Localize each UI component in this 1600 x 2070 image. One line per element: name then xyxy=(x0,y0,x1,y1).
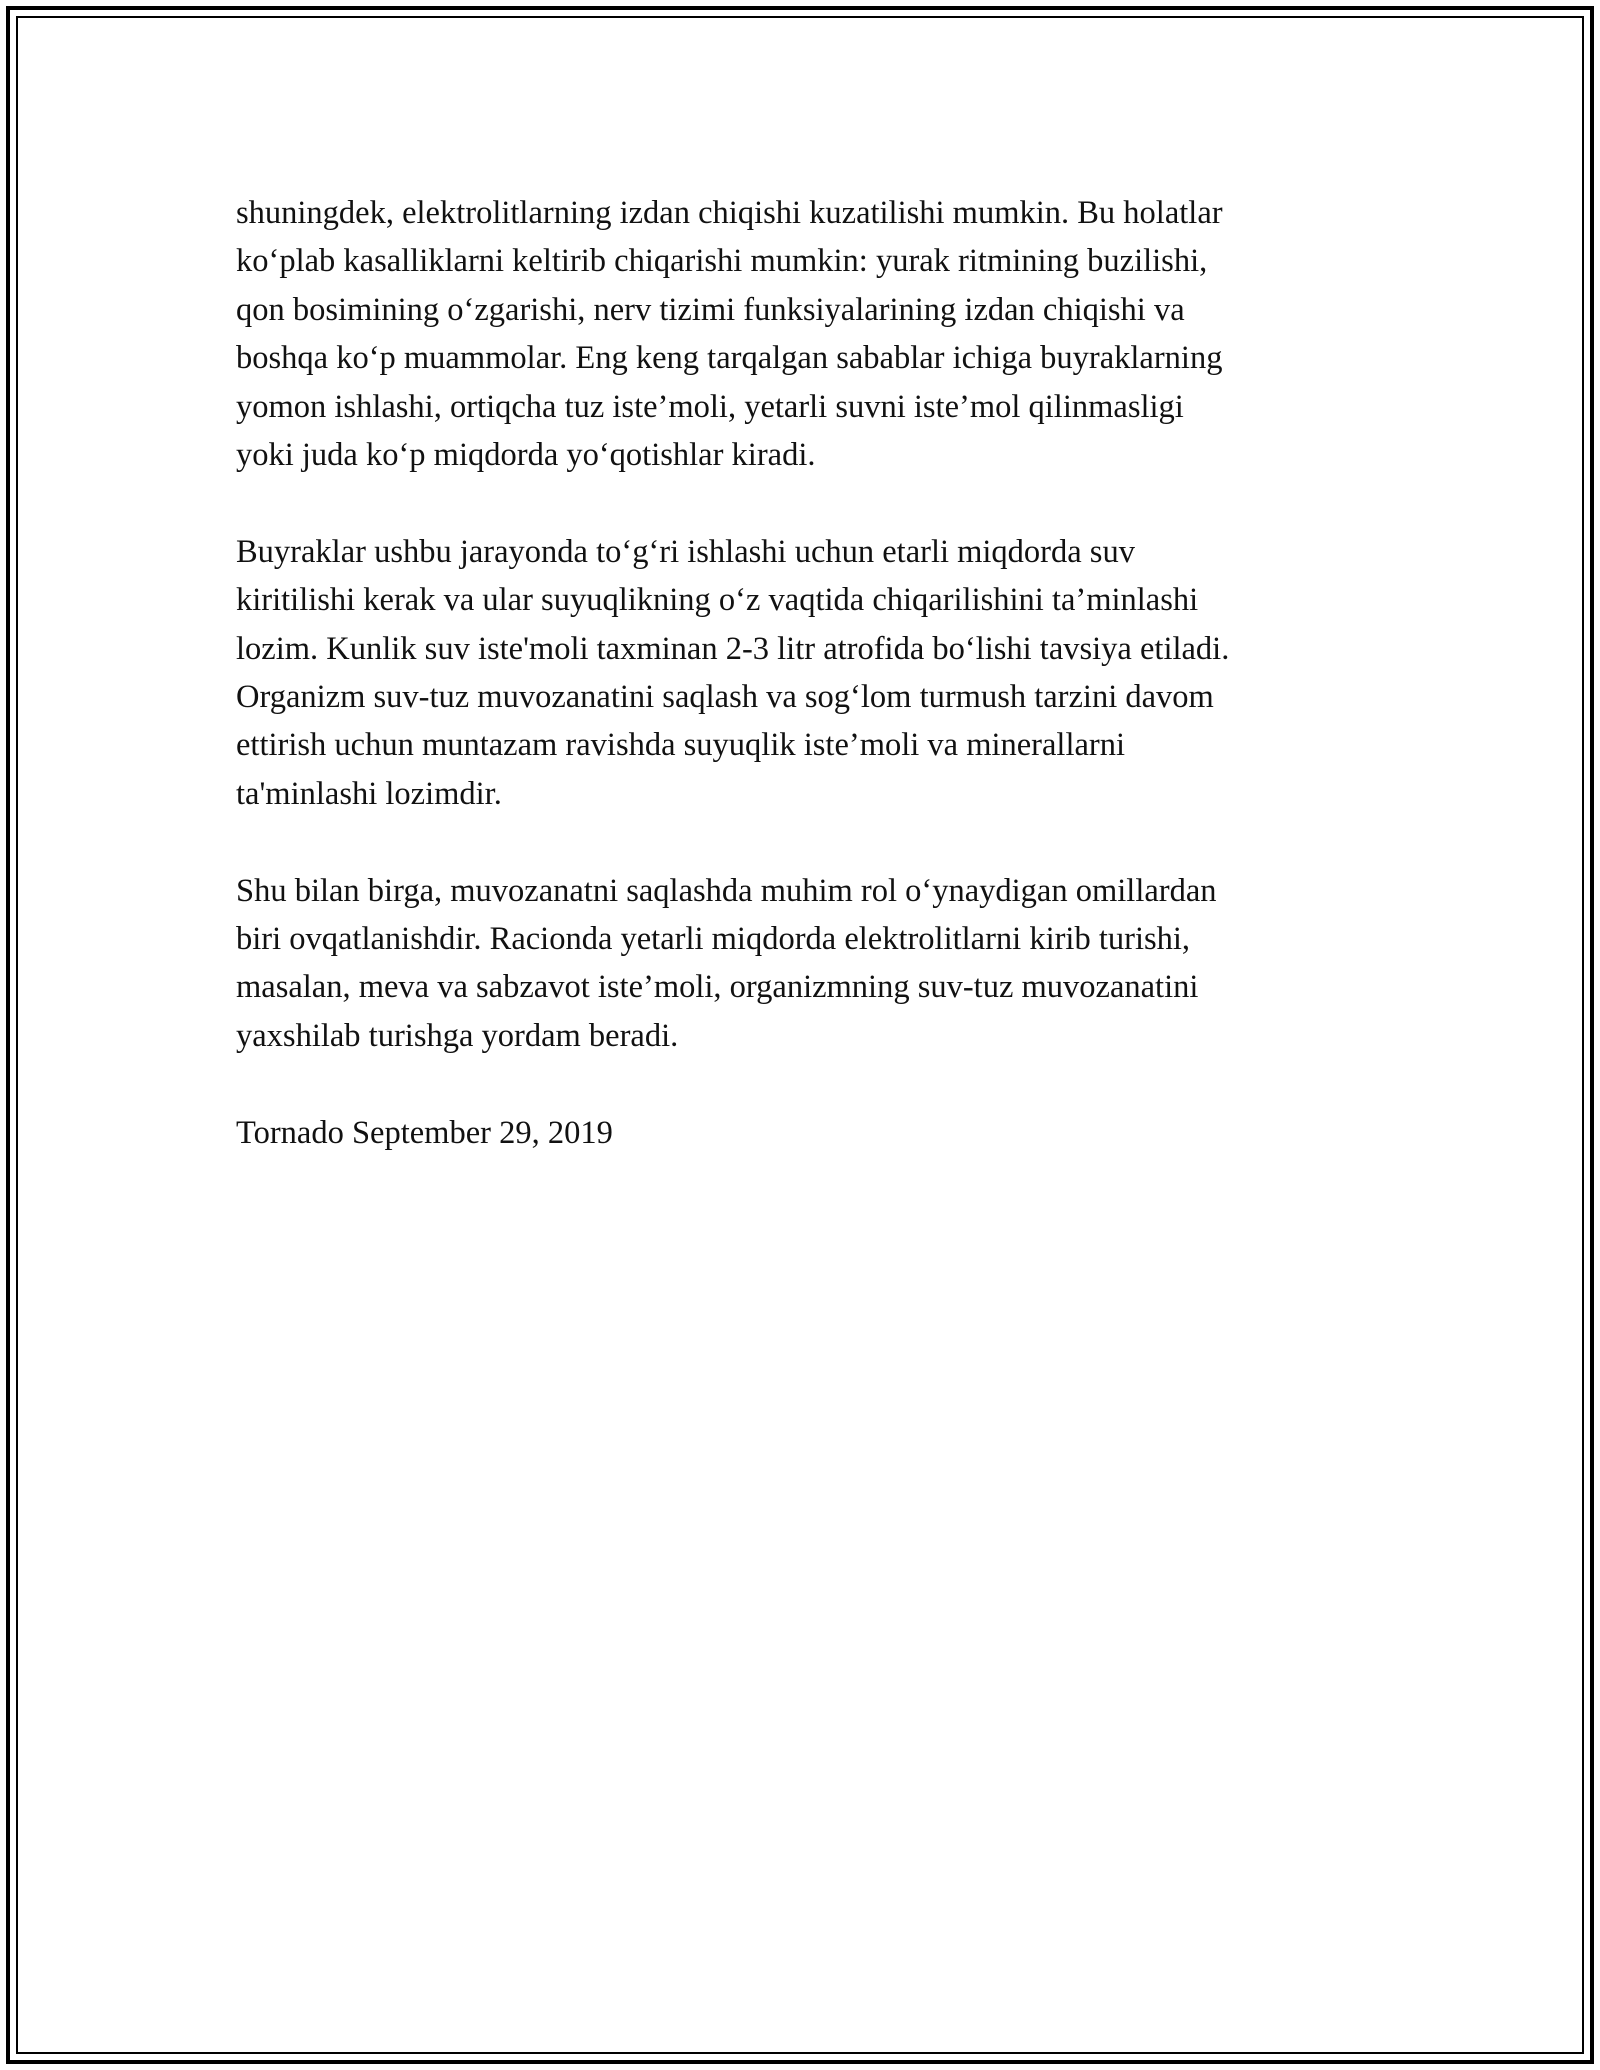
paragraph-1 xyxy=(236,189,1376,479)
signature-line: Tornado September 29, 2019 xyxy=(236,1114,613,1151)
paragraph-2 xyxy=(236,528,1376,818)
text-line: yomon ishlashi, ortiqcha tuz iste’moli, yetarli suvni iste’mol qilinmasligi xyxy=(236,388,1184,425)
text-line: boshqa ko‘p muammolar. Eng keng tarqalgan sabablar ichiga buyraklarning xyxy=(236,340,1223,377)
text-line: yaxshilab turishga yordam beradi. xyxy=(236,1017,679,1054)
document-body xyxy=(236,189,1376,1157)
text-line: ko‘plab kasalliklarni keltirib chiqarishi mumkin: yurak ritmining buzilishi, xyxy=(236,243,1208,280)
text-line: yoki juda ko‘p miqdorda yo‘qotishlar kiradi. xyxy=(236,437,816,474)
text-line: Shu bilan birga, muvozanatni saqlashda muhim rol o‘ynaydigan omillardan xyxy=(236,872,1217,909)
text-line: Organizm suv-tuz muvozanatini saqlash va sog‘lom turmush tarzini davom xyxy=(236,679,1214,716)
text-line: ettirish uchun muntazam ravishda suyuqlik iste’moli va minerallarni xyxy=(236,727,1126,764)
paragraph-3 xyxy=(236,867,1376,1061)
text-line: qon bosimining o‘zgarishi, nerv tizimi funksiyalarining izdan chiqishi va xyxy=(236,291,1185,328)
text-line: Buyraklar ushbu jarayonda to‘g‘ri ishlashi uchun etarli miqdorda suv xyxy=(236,533,1135,570)
text-line: biri ovqatlanishdir. Racionda yetarli miqdorda elektrolitlarni kirib turishi, xyxy=(236,921,1191,958)
text-line: shuningdek, elektrolitlarning izdan chiqishi kuzatilishi mumkin. Bu holatlar xyxy=(236,195,1223,231)
text-line: kiritilishi kerak va ular suyuqlikning o‘z vaqtida chiqarilishini ta’minlashi xyxy=(236,582,1199,619)
text-line: ta'minlashi lozimdir. xyxy=(236,775,502,812)
text-line: lozim. Kunlik suv iste'moli taxminan 2-3 litr atrofida bo‘lishi tavsiya etiladi. xyxy=(236,630,1230,667)
text-line: masalan, meva va sabzavot iste’moli, organizmning suv-tuz muvozanatini xyxy=(236,969,1199,1006)
